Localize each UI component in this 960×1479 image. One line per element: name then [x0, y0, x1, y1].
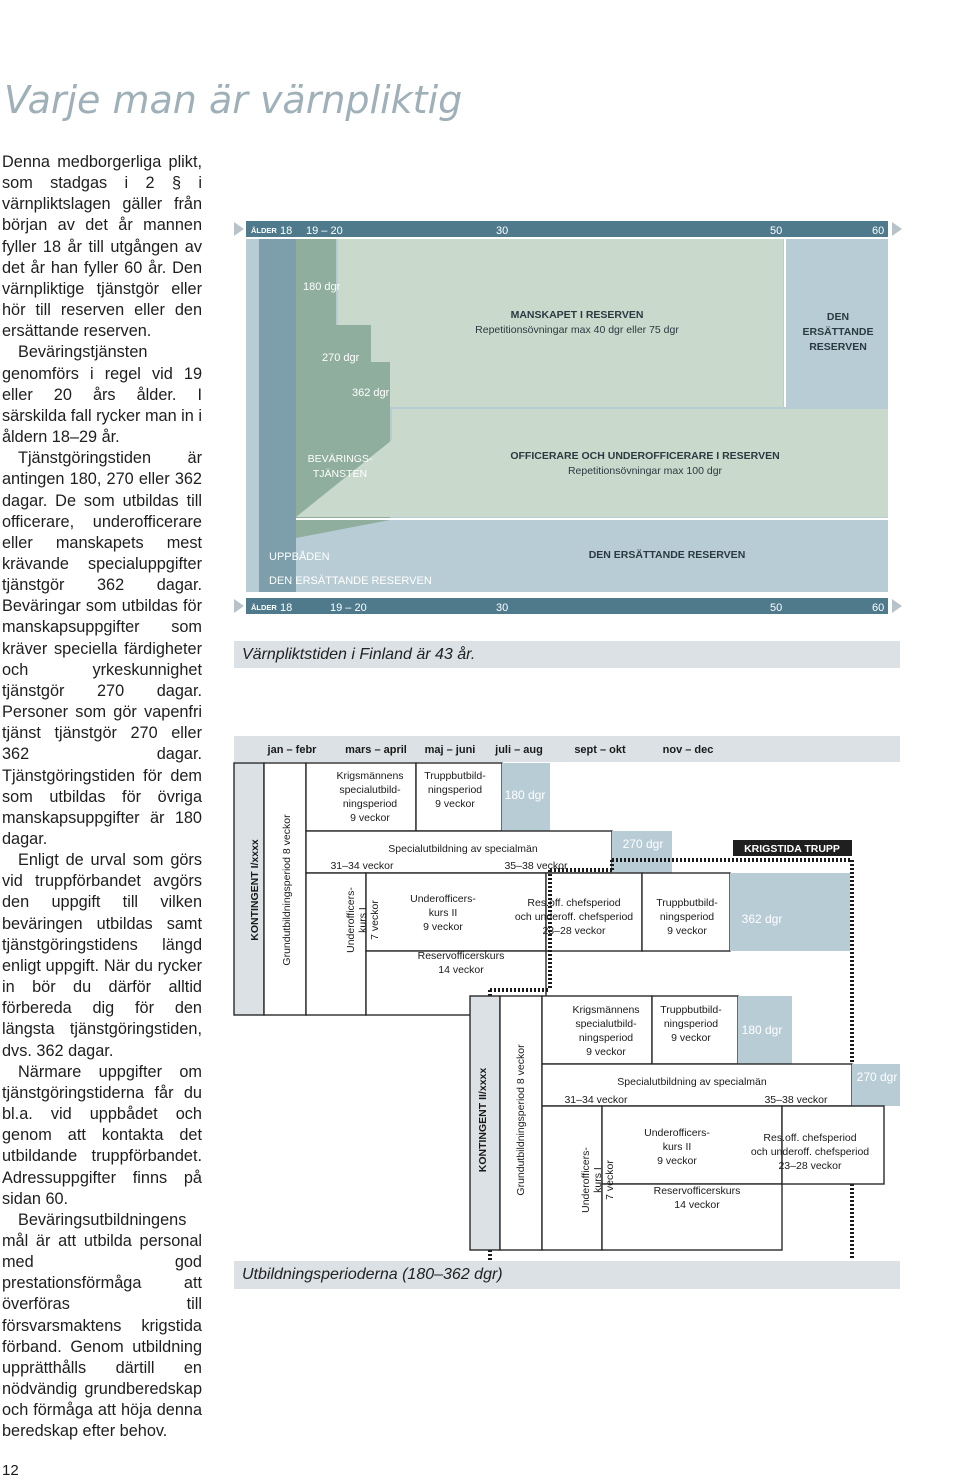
- resoff-text: 23–28 veckor: [778, 1160, 842, 1172]
- body-paragraph: Beväringsutbildningens mål är att utbilda personal med god prestationsförmåga att överföras till försvarsmaktens krigstida förband. Genom utbildning upprätthålls därtill en nödvändig grundberedskap och förmåga att höja denna beredskap efter behov.: [2, 1210, 202, 1441]
- age-tick: 30: [496, 602, 509, 614]
- age-tick: 18: [280, 225, 293, 237]
- axis-label: ÅLDER: [251, 603, 277, 612]
- age-tick: 50: [770, 602, 783, 614]
- ersattande-bottom-label: DEN ERSÄTTANDE RESERVEN: [269, 575, 432, 587]
- dgr-label: 180 dgr: [741, 1023, 783, 1037]
- uo1-text: Underofficers-: [580, 1147, 592, 1213]
- age-diagram: [0, 0, 960, 700]
- page-title: Varje man är värnpliktig: [4, 78, 463, 122]
- reskurs-text: 14 veckor: [438, 964, 484, 976]
- ersattande-right-label: ERSÄTTANDE: [802, 326, 874, 338]
- special-label: Specialutbildning av specialmän: [388, 843, 538, 855]
- trupp-text: 9 veckor: [667, 925, 707, 937]
- grund-label: Grundutbildningsperiod 8 veckor: [281, 814, 293, 966]
- grund-label: Grundutbildningsperiod 8 veckor: [515, 1044, 527, 1196]
- trupp-text: ningsperiod: [659, 911, 715, 923]
- uppbaden-label: UPPBÅDEN: [269, 551, 330, 563]
- uo2-text: 9 veckor: [423, 921, 463, 933]
- krigs-text: 9 veckor: [350, 812, 390, 824]
- axis-arrow-right-icon: [892, 222, 902, 236]
- ersattande-right-label: RESERVEN: [809, 341, 867, 353]
- uo1-text: 7 veckor: [369, 900, 381, 940]
- uo1-box-1: [306, 873, 366, 1015]
- manskap-subtitle: Repetitionsövningar max 40 dgr eller 75 dgr: [475, 324, 679, 336]
- trupp-text: Truppbutbild-: [656, 897, 718, 909]
- dgr-label: 180 dgr: [504, 788, 546, 802]
- krigs-text: Krigsmännens: [572, 1004, 640, 1016]
- age-tick: 19 – 20: [306, 225, 343, 237]
- axis-label: ÅLDER: [251, 226, 277, 235]
- weeks-label: 31–34 veckor: [564, 1094, 628, 1106]
- axis-arrow-right-icon: [892, 599, 902, 613]
- month-label: mars – april: [345, 744, 407, 756]
- dgr-label: 270 dgr: [322, 352, 360, 364]
- uo2-box-2: [602, 1106, 782, 1184]
- month-label: nov – dec: [662, 744, 714, 756]
- krigs-text: specialutbild-: [339, 784, 401, 796]
- month-label: sept – okt: [574, 744, 626, 756]
- age-tick: 50: [770, 225, 783, 237]
- age-tick: 19 – 20: [330, 602, 367, 614]
- officer-title: OFFICERARE OCH UNDEROFFICERARE I RESERVEN: [510, 450, 780, 462]
- ersattande-right-label: DEN: [826, 311, 850, 323]
- month-label: jan – febr: [267, 744, 317, 756]
- krigs-text: specialutbild-: [575, 1018, 637, 1030]
- resoff-text: och underoff. chefsperiod: [514, 911, 634, 923]
- dgr-label: 270 dgr: [622, 837, 664, 851]
- krigs-text: 9 veckor: [586, 1046, 626, 1058]
- krigstida-label: KRIGSTIDA TRUPP: [744, 843, 840, 855]
- bevaring-label: BEVÄRINGS-: [307, 453, 373, 465]
- training-diagram: [0, 730, 960, 1260]
- dgr-label: 362 dgr: [352, 387, 390, 399]
- trupp-text: 9 veckor: [671, 1032, 711, 1044]
- bevaring-label: TJÄNSTEN: [312, 468, 368, 480]
- month-header: [234, 736, 900, 762]
- resoff-text: 23–28 veckor: [542, 925, 606, 937]
- trupp-text: Truppbutbild-: [660, 1004, 722, 1016]
- age-tick: 18: [280, 602, 293, 614]
- month-label: juli – aug: [495, 744, 543, 756]
- trupp-text: 9 veckor: [435, 798, 475, 810]
- uo2-text: Underofficers-: [410, 893, 476, 905]
- resoff-text: Res.off. chefsperiod: [527, 897, 621, 909]
- body-paragraph: Närmare uppgifter om tjänstgöringstiderna får du bl.a. vid uppbådet och genom att kontakta det utbildande truppförbandet. Adressuppgifter finns på sidan 60.: [2, 1062, 202, 1208]
- officer-subtitle: Repetitionsövningar max 100 dgr: [567, 465, 723, 477]
- age-diagram-caption: Värnpliktstiden i Finland är 43 år.: [234, 641, 900, 668]
- uo1-text: Underofficers-: [345, 887, 357, 953]
- uo2-text: Underofficers-: [644, 1127, 710, 1139]
- special-label: Specialutbildning av specialmän: [617, 1076, 767, 1088]
- manskap-title: MANSKAPET I RESERVEN: [510, 309, 644, 321]
- body-paragraph: Tjänstgöringstiden är antingen 180, 270 eller 362 dagar. De som utbildas till officerare, underofficerare eller manskapets mest krävande specialuppgifter tjänstgör 362 dagar. Beväringar som utbildas för manskapsuppgifter som kräver speciella färdigheter och yrkeskunnighet tjänstgör 270 dagar. Personer som gör vapenfri tjänst tjänstgör 270 eller 362 dagar. Tjänstgöringstiden för dem som utbildas för övriga manskapsuppgifter är 180 dagar.: [2, 449, 202, 848]
- age-tick: 30: [496, 225, 509, 237]
- body-paragraph: Enligt de urval som görs vid truppförbandet avgörs den uppgift till vilken beväringen utbildas samt tjänstgöringstidens längd enligt uppgift. När du rycker in bör du därför alltid förbereda dig för den längsta tjänstgöringstiden, dvs. 362 dagar.: [2, 851, 202, 1060]
- kontingent-label: KONTINGENT II/xxxx: [477, 1067, 489, 1173]
- resoff-text: och underoff. chefsperiod: [750, 1146, 870, 1158]
- dgr-label: 270 dgr: [856, 1070, 898, 1084]
- trupp-text: Truppbutbild-: [424, 770, 486, 782]
- krigs-text: ningsperiod: [342, 798, 398, 810]
- uo1-text: 7 veckor: [604, 1160, 616, 1200]
- weeks-label: 35–38 veckor: [764, 1094, 828, 1106]
- axis-arrow-left-icon: [234, 599, 244, 613]
- krigs-text: ningsperiod: [578, 1032, 634, 1044]
- reskurs-text: Reservofficerskurs: [417, 950, 505, 962]
- reskurs-text: Reservofficerskurs: [653, 1185, 741, 1197]
- axis-arrow-left-icon: [234, 222, 244, 236]
- manskap-reserve-area: [338, 239, 783, 407]
- weeks-label: 35–38 veckor: [504, 860, 568, 872]
- uo2-text: kurs II: [662, 1141, 692, 1153]
- uo2-text: kurs II: [428, 907, 458, 919]
- trupp-text: ningsperiod: [427, 784, 483, 796]
- age-tick: 60: [872, 225, 885, 237]
- resoff-text: Res.off. chefsperiod: [763, 1132, 857, 1144]
- dgr-label: 180 dgr: [303, 281, 341, 293]
- body-paragraph: Denna medborgerliga plikt, som stadgas i 2 § i värnpliktslagen gäller från början av det år mannen fyller 18 år till utgången av det år han fyller 60 år. Den värnpliktige tjänstgör eller hör till reserven eller den ersättande reserven.: [2, 153, 202, 341]
- weeks-label: 31–34 veckor: [330, 860, 394, 872]
- page-number: 12: [2, 1462, 19, 1479]
- uo1-text: kurs I: [357, 907, 369, 933]
- kontingent-label: KONTINGENT I/xxxx: [249, 839, 261, 941]
- reskurs-text: 14 veckor: [674, 1199, 720, 1211]
- training-diagram-caption: Utbildningsperioderna (180–362 dgr): [234, 1261, 900, 1289]
- age-tick: 60: [872, 602, 885, 614]
- month-label: maj – juni: [424, 744, 476, 756]
- body-paragraph: Beväringstjänsten genomförs i regel vid 19 eller 20 års ålder. I särskilda fall rycker man in i åldern 18–29 år.: [2, 343, 202, 447]
- uo1-text: kurs I: [592, 1167, 604, 1193]
- trupp-text: ningsperiod: [663, 1018, 719, 1030]
- dgr-label: 362 dgr: [741, 912, 783, 926]
- uo2-text: 9 veckor: [657, 1155, 697, 1167]
- ersattande-mid-label: DEN ERSÄTTANDE RESERVEN: [588, 549, 746, 561]
- krigs-text: Krigsmännens: [336, 770, 404, 782]
- resoff-box-2: [782, 1106, 884, 1184]
